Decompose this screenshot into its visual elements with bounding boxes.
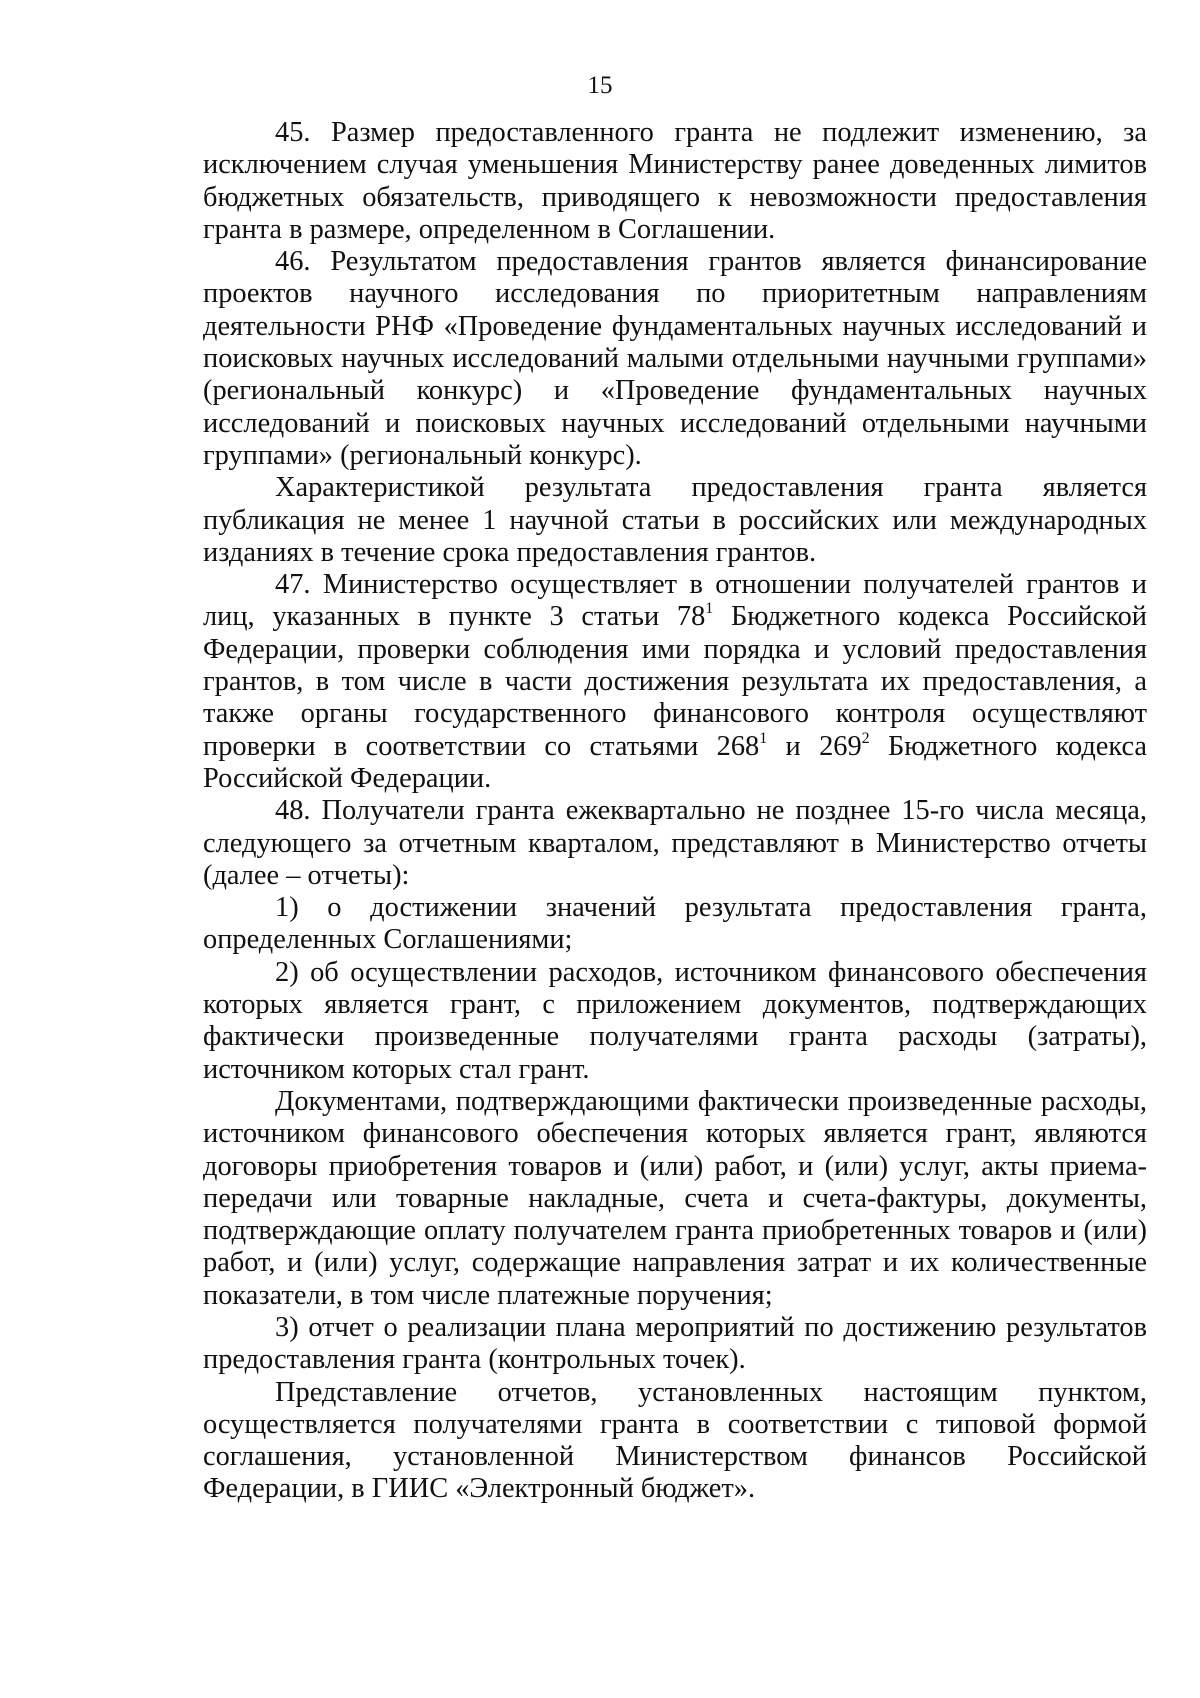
paragraph-48-item-2: 2) об осуществлении расходов, источником финансового обеспечения которых является грант, с приложением документов, подтверждающих фактически произведенные получателями гранта расходы (затраты), источником которых стал грант. (203, 956, 1147, 1085)
paragraph-47-part-c: и 269 (767, 730, 862, 762)
paragraph-47-part-a: 47. Министерство осуществляет в отношении получателей грантов и лиц, указанных в пункте 3 статьи 78 (203, 569, 1147, 633)
page-number: 15 (587, 72, 613, 99)
paragraph-48-item-3: 3) отчет о реализации плана мероприятий по достижению результатов предоставления гранта (контрольных точек). (203, 1311, 1147, 1376)
paragraph-48: 48. Получатели гранта ежеквартально не позднее 15-го числа месяца, следующего за отчетным кварталом, представляют в Министерство отчеты (далее – отчеты): (203, 795, 1147, 891)
paragraph-45: 45. Размер предоставленного гранта не подлежит изменению, за исключением случая уменьшения Министерству ранее доведенных лимитов бюджетных обязательств, приводящего к невозможности предоставления гранта в размере, определенном в Соглашении. (203, 117, 1147, 245)
paragraph-47-part-b: Бюджетного кодекса Российской Федерации, проверки соблюдения ими порядка и условий предоставления грантов, в том числе в части достижения результата их предоставления, а также органы государственного финансового контроля осуществляют проверки в соответствии со статьями 268 (203, 601, 1148, 762)
superscript-article-269: 2 (861, 729, 870, 747)
paragraph-48-submission: Представление отчетов, установленных настоящим пунктом, осуществляется получателями гранта в соответствии с типовой формой соглашения, установленной Министерством финансов Российской Федерации, в ГИИС «Электронный бюджет». (203, 1376, 1147, 1505)
document-body (203, 117, 1147, 1506)
paragraph-46: 46. Результатом предоставления грантов является финансирование проектов научного исследования по приоритетным направлениям деятельности РНФ «Проведение фундаментальных научных исследований и поисковых научных исследований малыми отдельными научными группами» (региональный конкурс) и «Проведение фундаментальных научных исследований и поисковых научных исследований отдельными научными группами» (региональный конкурс). (203, 246, 1147, 471)
superscript-article-78: 1 (705, 600, 714, 618)
paragraph-47 (203, 569, 1147, 795)
paragraph-46-characteristic: Характеристикой результата предоставления гранта является публикация не менее 1 научной статьи в российских или международных изданиях в течение срока предоставления грантов. (203, 472, 1147, 568)
paragraph-47-part-d: Бюджетного кодекса Российской Федерации. (203, 730, 1148, 794)
paragraph-48-documents: Документами, подтверждающими фактически произведенные расходы, источником финансового обеспечения которых является грант, являются договоры приобретения товаров и (или) работ, и (или) услуг, акты приема-передачи или товарные накладные, счета и счета-фактуры, документы, подтверждающие оплату получателем гранта приобретенных товаров и (или) работ, и (или) услуг, содержащие направления затрат и их количественные показатели, в том числе платежные поручения; (203, 1085, 1147, 1311)
superscript-article-268: 1 (759, 729, 768, 747)
paragraph-48-item-1: 1) о достижении значений результата предоставления гранта, определенных Соглашениями; (203, 892, 1147, 956)
